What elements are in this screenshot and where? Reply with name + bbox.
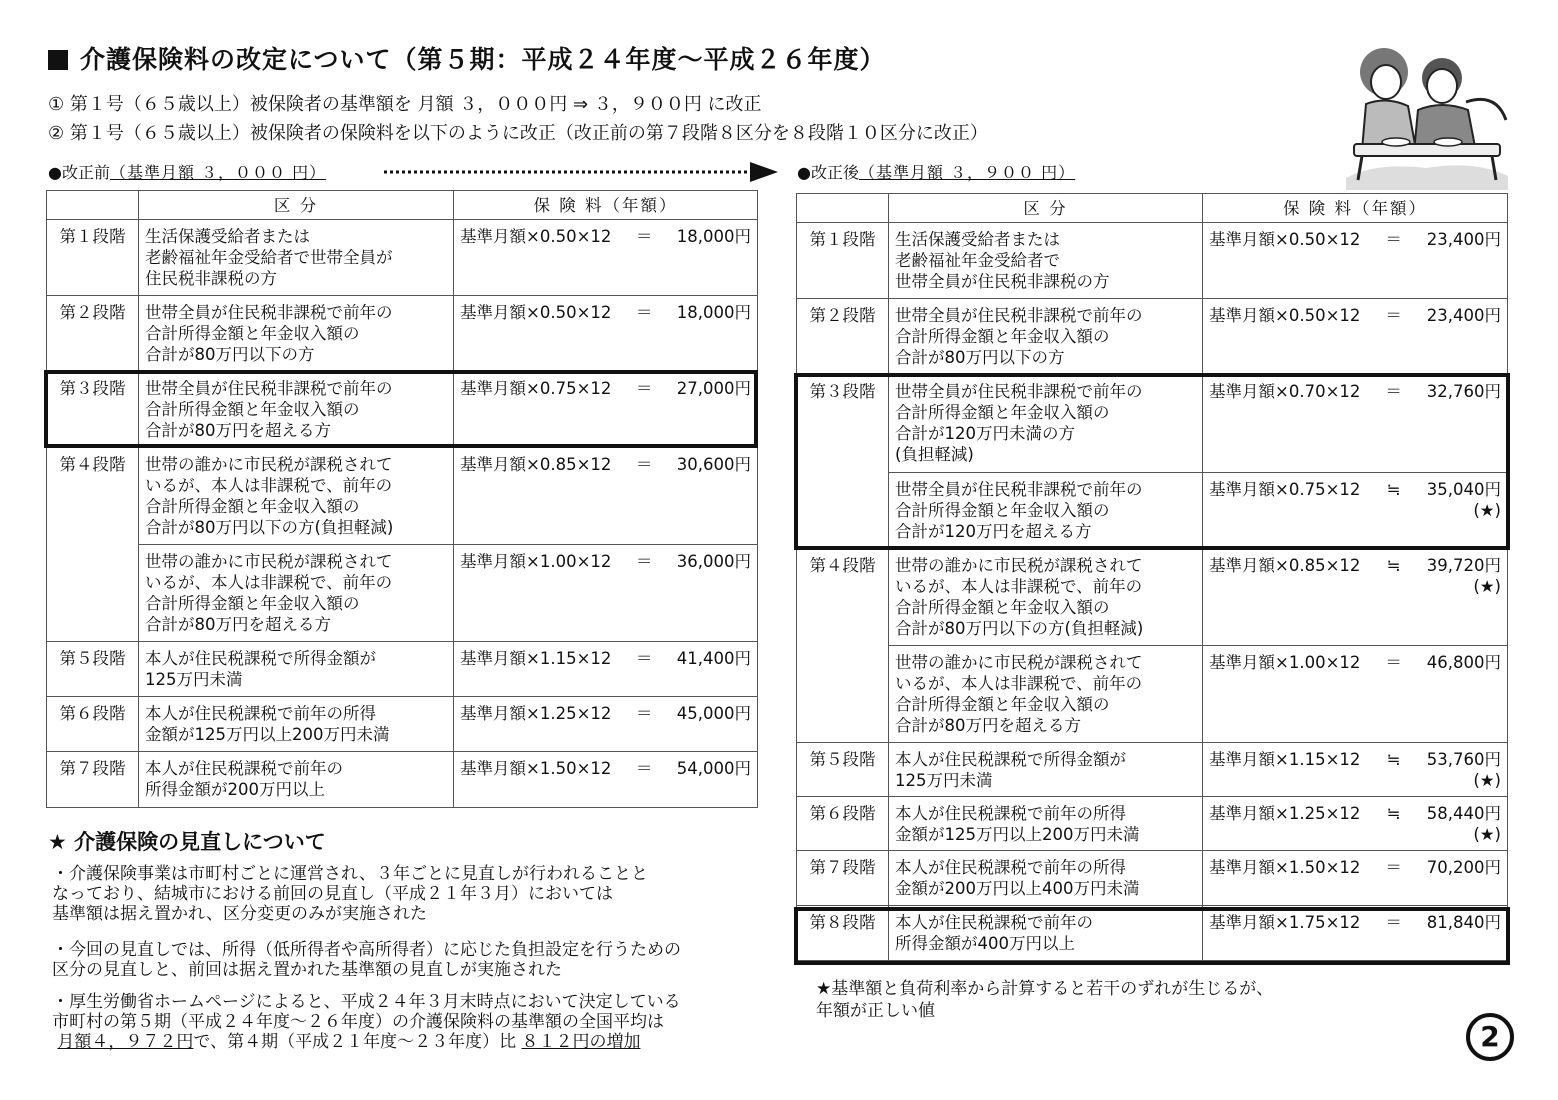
point-1: ① 第１号（６５歳以上）被保険者の基準額を 月額 ３，０００円 ⇒ ３，９００円 に改正 xyxy=(48,94,762,115)
desc-cell: 生活保護受給者または 老齢福祉年金受給者で世帯全員が 住民税非課税の方 xyxy=(139,220,454,296)
stage-cell: 第４段階 xyxy=(47,448,139,642)
stage-cell: 第３段階 xyxy=(797,375,889,549)
before-header: ●改正前（基準月額 ３，０００ 円） xyxy=(48,163,327,182)
increase-amount: ８１２円の増加 xyxy=(521,1032,641,1052)
elderly-couple-illustration xyxy=(1336,40,1516,190)
national-average-amount: 月額４，９７２円 xyxy=(57,1032,194,1052)
desc-cell: 本人が住民税課税で所得金額が 125万円未満 xyxy=(889,743,1203,797)
footnote: ★基準額と負荷利率から計算すると若干のずれが生じるが、 年額が正しい値 xyxy=(816,979,1274,1021)
point-2: ② 第１号（６５歳以上）被保険者の保険料を以下のように改正（改正前の第７段階８区分を８段階１０区分に改正） xyxy=(48,123,988,144)
fee-cell: 基準月額×0.85×12 ≒ 39,720円 (★) xyxy=(1203,549,1508,646)
arrow-right-icon xyxy=(384,160,784,184)
desc-cell: 世帯の誰かに市民税が課税されて いるが、本人は非課税で、前年の 合計所得金額と年金収入額の 合計が80万円を超える方 xyxy=(889,646,1203,743)
stage-cell: 第７段階 xyxy=(47,752,139,808)
table-row xyxy=(47,372,758,448)
star-note: (★) xyxy=(1473,501,1501,520)
fee-cell: 基準月額×0.85×12 ＝ 30,600円 xyxy=(454,448,758,545)
desc-cell: 本人が住民税課税で前年の所得 金額が200万円以上400万円未満 xyxy=(889,851,1203,906)
page-title: 介護保険料の改定について（第５期：平成２４年度～平成２６年度） xyxy=(48,40,886,76)
table-row xyxy=(797,299,1508,375)
fee-cell: 基準月額×1.25×12 ≒ 58,440円 (★) xyxy=(1203,797,1508,851)
stage-cell: 第６段階 xyxy=(47,697,139,752)
desc-cell: 世帯の誰かに市民税が課税されて いるが、本人は非課税で、前年の 合計所得金額と年金収入額の 合計が80万円以下の方(負担軽減) xyxy=(139,448,454,545)
after-header: ●改正後（基準月額 ３，９００ 円） xyxy=(797,163,1076,182)
stage-cell: 第５段階 xyxy=(797,743,889,797)
table-row xyxy=(797,473,1508,549)
stage-cell: 第２段階 xyxy=(797,299,889,375)
review-bullet-2: ・今回の見直しでは、所得（低所得者や高所得者）に応じた負担設定を行うための 区分の見直しと、前回は据え置かれた基準額の見直しが実施された xyxy=(52,940,681,980)
table-row xyxy=(47,448,758,545)
stage-cell: 第３段階 xyxy=(47,372,139,448)
desc-cell: 本人が住民税課税で前年の所得 金額が125万円以上200万円未満 xyxy=(139,697,454,752)
blank-header xyxy=(47,191,139,220)
desc-cell: 世帯全員が住民税非課税で前年の 合計所得金額と年金収入額の 合計が120万円を超える方 xyxy=(889,473,1203,549)
fee-cell: 基準月額×1.15×12 ＝ 41,400円 xyxy=(454,642,758,697)
table-row xyxy=(47,752,758,808)
fee-cell: 基準月額×0.75×12 ＝ 27,000円 xyxy=(454,372,758,448)
fee-cell: 基準月額×1.00×12 ＝ 46,800円 xyxy=(1203,646,1508,743)
table-row xyxy=(797,375,1508,473)
fee-cell: 基準月額×0.70×12 ＝ 32,760円 xyxy=(1203,375,1508,473)
fee-cell: 基準月額×1.50×12 ＝ 70,200円 xyxy=(1203,851,1508,906)
review-title: ★ 介護保険の見直しについて xyxy=(48,830,326,854)
table-row xyxy=(47,296,758,372)
table-row xyxy=(47,697,758,752)
desc-cell: 本人が住民税課税で前年の 所得金額が400万円以上 xyxy=(889,906,1203,961)
review-bullet-3: ・厚生労働省ホームページによると、平成２４年３月末時点において決定している 市町村の第５期（平成２４年度～２６年度）の介護保険料の基準額の全国平均は 月額４，９７２円で、第４期（平成２１年度～２３年度）比 ８１２円の増加 xyxy=(52,992,681,1052)
star-note: (★) xyxy=(1473,771,1501,790)
stage-cell: 第１段階 xyxy=(47,220,139,296)
fee-header: 保 険 料（年額） xyxy=(454,191,758,220)
stage-cell: 第４段階 xyxy=(797,549,889,743)
desc-cell: 世帯の誰かに市民税が課税されて いるが、本人は非課税で、前年の 合計所得金額と年金収入額の 合計が80万円以下の方(負担軽減) xyxy=(889,549,1203,646)
table-row xyxy=(47,220,758,296)
table-row xyxy=(797,646,1508,743)
fee-cell: 基準月額×1.25×12 ＝ 45,000円 xyxy=(454,697,758,752)
stage-cell: 第７段階 xyxy=(797,851,889,906)
table-row xyxy=(797,549,1508,646)
table-header-row xyxy=(797,194,1508,223)
table-row xyxy=(797,851,1508,906)
table-row xyxy=(797,906,1508,961)
stage-cell: 第８段階 xyxy=(797,906,889,961)
star-note: (★) xyxy=(1473,577,1501,596)
stage-cell: 第１段階 xyxy=(797,223,889,299)
before-table xyxy=(46,190,758,808)
desc-cell: 世帯全員が住民税非課税で前年の 合計所得金額と年金収入額の 合計が80万円以下の方 xyxy=(139,296,454,372)
fee-cell: 基準月額×0.50×12 ＝ 18,000円 xyxy=(454,220,758,296)
desc-cell: 本人が住民税課税で前年の所得 金額が125万円以上200万円未満 xyxy=(889,797,1203,851)
after-table xyxy=(796,193,1508,961)
fee-cell: 基準月額×1.00×12 ＝ 36,000円 xyxy=(454,545,758,642)
table-row xyxy=(797,797,1508,851)
fee-cell: 基準月額×0.50×12 ＝ 23,400円 xyxy=(1203,299,1508,375)
table-row xyxy=(47,545,758,642)
table-row xyxy=(797,223,1508,299)
blank-header xyxy=(797,194,889,223)
stage-cell: 第２段階 xyxy=(47,296,139,372)
desc-cell: 生活保護受給者または 老齢福祉年金受給者で 世帯全員が住民税非課税の方 xyxy=(889,223,1203,299)
fee-cell: 基準月額×1.15×12 ≒ 53,760円 (★) xyxy=(1203,743,1508,797)
stage-cell: 第５段階 xyxy=(47,642,139,697)
class-header: 区 分 xyxy=(139,191,454,220)
square-bullet-icon xyxy=(48,50,68,70)
table-row xyxy=(797,743,1508,797)
desc-cell: 世帯の誰かに市民税が課税されて いるが、本人は非課税で、前年の 合計所得金額と年金収入額の 合計が80万円を超える方 xyxy=(139,545,454,642)
page-number: 2 xyxy=(1466,1013,1514,1061)
class-header: 区 分 xyxy=(889,194,1203,223)
desc-cell: 世帯全員が住民税非課税で前年の 合計所得金額と年金収入額の 合計が80万円を超える方 xyxy=(139,372,454,448)
fee-cell: 基準月額×1.50×12 ＝ 54,000円 xyxy=(454,752,758,808)
fee-header: 保 険 料（年額） xyxy=(1203,194,1508,223)
desc-cell: 世帯全員が住民税非課税で前年の 合計所得金額と年金収入額の 合計が120万円未満の方 (負担軽減) xyxy=(889,375,1203,473)
desc-cell: 本人が住民税課税で前年の 所得金額が200万円以上 xyxy=(139,752,454,808)
review-bullet-1: ・介護保険事業は市町村ごとに運営され、３年ごとに見直しが行われることと なっており、結城市における前回の見直し（平成２１年３月）においては 基準額は据え置かれ、区分変更のみが実施された xyxy=(52,864,649,924)
star-note: (★) xyxy=(1473,825,1501,844)
table-row xyxy=(47,642,758,697)
fee-cell: 基準月額×0.50×12 ＝ 23,400円 xyxy=(1203,223,1508,299)
fee-cell: 基準月額×0.75×12 ≒ 35,040円 (★) xyxy=(1203,473,1508,549)
fee-cell: 基準月額×0.50×12 ＝ 18,000円 xyxy=(454,296,758,372)
table-header-row xyxy=(47,191,758,220)
fee-cell: 基準月額×1.75×12 ＝ 81,840円 xyxy=(1203,906,1508,961)
stage-cell: 第６段階 xyxy=(797,797,889,851)
desc-cell: 世帯全員が住民税非課税で前年の 合計所得金額と年金収入額の 合計が80万円以下の方 xyxy=(889,299,1203,375)
desc-cell: 本人が住民税課税で所得金額が 125万円未満 xyxy=(139,642,454,697)
